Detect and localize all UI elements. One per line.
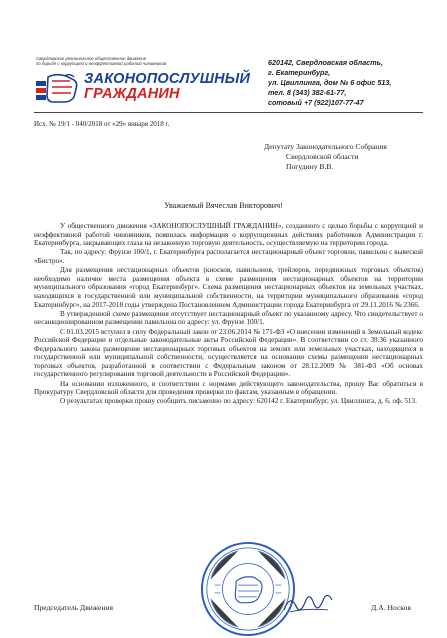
handwritten-signature-icon bbox=[280, 588, 336, 618]
logo-title bbox=[84, 72, 250, 102]
signatory-position: Председатель Движения bbox=[34, 603, 113, 612]
addressee-line: Депутату Законодательного Собрания bbox=[264, 142, 387, 151]
letter-body bbox=[34, 222, 423, 407]
logo-title-line2: ГРАЖДАНИН bbox=[84, 85, 180, 102]
addressee bbox=[264, 142, 434, 172]
letterhead-left bbox=[34, 56, 251, 107]
salutation: Уважаемый Вячеслав Викторович! bbox=[164, 201, 283, 210]
body-paragraph: С 01.03.2015 вступил в силу Федеральный закон от 23.06.2014 № 171-ФЗ «О внесении изменений в Земельный кодекс Российской Федерации и отдельные законодательные акты Российской Федерации». В соответствии со ст. 39.36 указанного Федерального закона размещение нестационарных торговых объектов на землях или земельных участках, находящихся в государственной или муниципальной собственности, осуществляется на основании схемы размещения нестационарных торговых объектов, разработанной в соответствии с Федеральным законом от 28.12.2009 № 381-ФЗ «Об основах государственного регулирования торговой деятельности в Российской Федерации». bbox=[34, 327, 423, 379]
address-line: тел. 8 (343) 382-61-77, bbox=[268, 88, 347, 97]
body-paragraph: У общественного движения «ЗАКОНОПОСЛУШНЫЙ ГРАЖДАНИН», созданного с целью борьбы с коррупцией и неэффективной работой чиновников, появилась информация о коррупционных действиях работников Администрации г. Екатеринбурга, закрывающих глаза на незаконную торговую деятельность, осуществляемую на территории города. bbox=[34, 222, 423, 248]
logo-title-line1: ЗАКОНОПОСЛУШНЫЙ bbox=[84, 70, 251, 87]
addressee-line: Свердловской области bbox=[286, 152, 359, 161]
logo bbox=[34, 69, 251, 107]
body-paragraph: На основании изложенного, в соответствии с нормами действующего законодательства, прошу Вас обратиться в Прокуратуру Свердловской области для проведения проверки по фактам, указанным в обращении. bbox=[34, 379, 423, 397]
address-line: 620142, Свердловская область, bbox=[268, 58, 383, 67]
address-line: г. Екатеринбург, bbox=[268, 68, 331, 77]
fist-logo-icon bbox=[34, 71, 80, 105]
body-paragraph: Так, по адресу: Фрунзе 100/1, г. Екатеринбурга располагается нестационарный объект торговли, павильон с вывеской «Бистро». bbox=[34, 248, 423, 265]
body-paragraph: Для размещения нестационарных объектов (киосков, павильонов, трейлеров, передвижных торговых объектов) необходимо наличие места размещения объекта в схеме размещения нестационарных объектов на территории муниципального образования «город Екатеринбург». Схема размещения нестационарных объектов на земельных участках, находящихся в государственной или муниципальной собственности, на территории муниципального образования «город Екатеринбург», на 2017-2018 годы утверждена Постановлением Администрации города Екатеринбурга от 29.11.2016 № 2366. bbox=[34, 266, 423, 309]
org-description-line: Свердловское региональное общественное движение bbox=[36, 56, 147, 61]
addressee-line: Погудину В.В. bbox=[286, 162, 334, 171]
org-description bbox=[36, 56, 244, 67]
letterhead-divider bbox=[34, 112, 423, 113]
address-line: ул. Цвиллинга, дом № 6 офис 513, bbox=[268, 78, 392, 87]
org-description-line: по борьбе с коррупцией и неэффективной работой чиновников bbox=[36, 61, 166, 67]
signatory-name: Д.А. Носков bbox=[371, 603, 411, 612]
body-paragraph: В утвержденной схеме размещения отсутствует нестационарный объект по указанному адресу. Что свидетельствует о несанкционированном размещении павильона по адресу: ул. Фрунзе 100/1. bbox=[34, 309, 423, 327]
body-paragraph: О результатах проверки прошу сообщить письменно по адресу: 620142 г. Екатеринбург, ул. Цвиллинга, д. 6, оф. 513. bbox=[60, 397, 417, 406]
outgoing-number: Исх. № 19/1 - 040/2018 от «29» января 2018 г. bbox=[34, 120, 170, 128]
address-line: сотовый +7 (922)107-77-47 bbox=[268, 98, 364, 107]
letterhead-address bbox=[268, 58, 444, 108]
